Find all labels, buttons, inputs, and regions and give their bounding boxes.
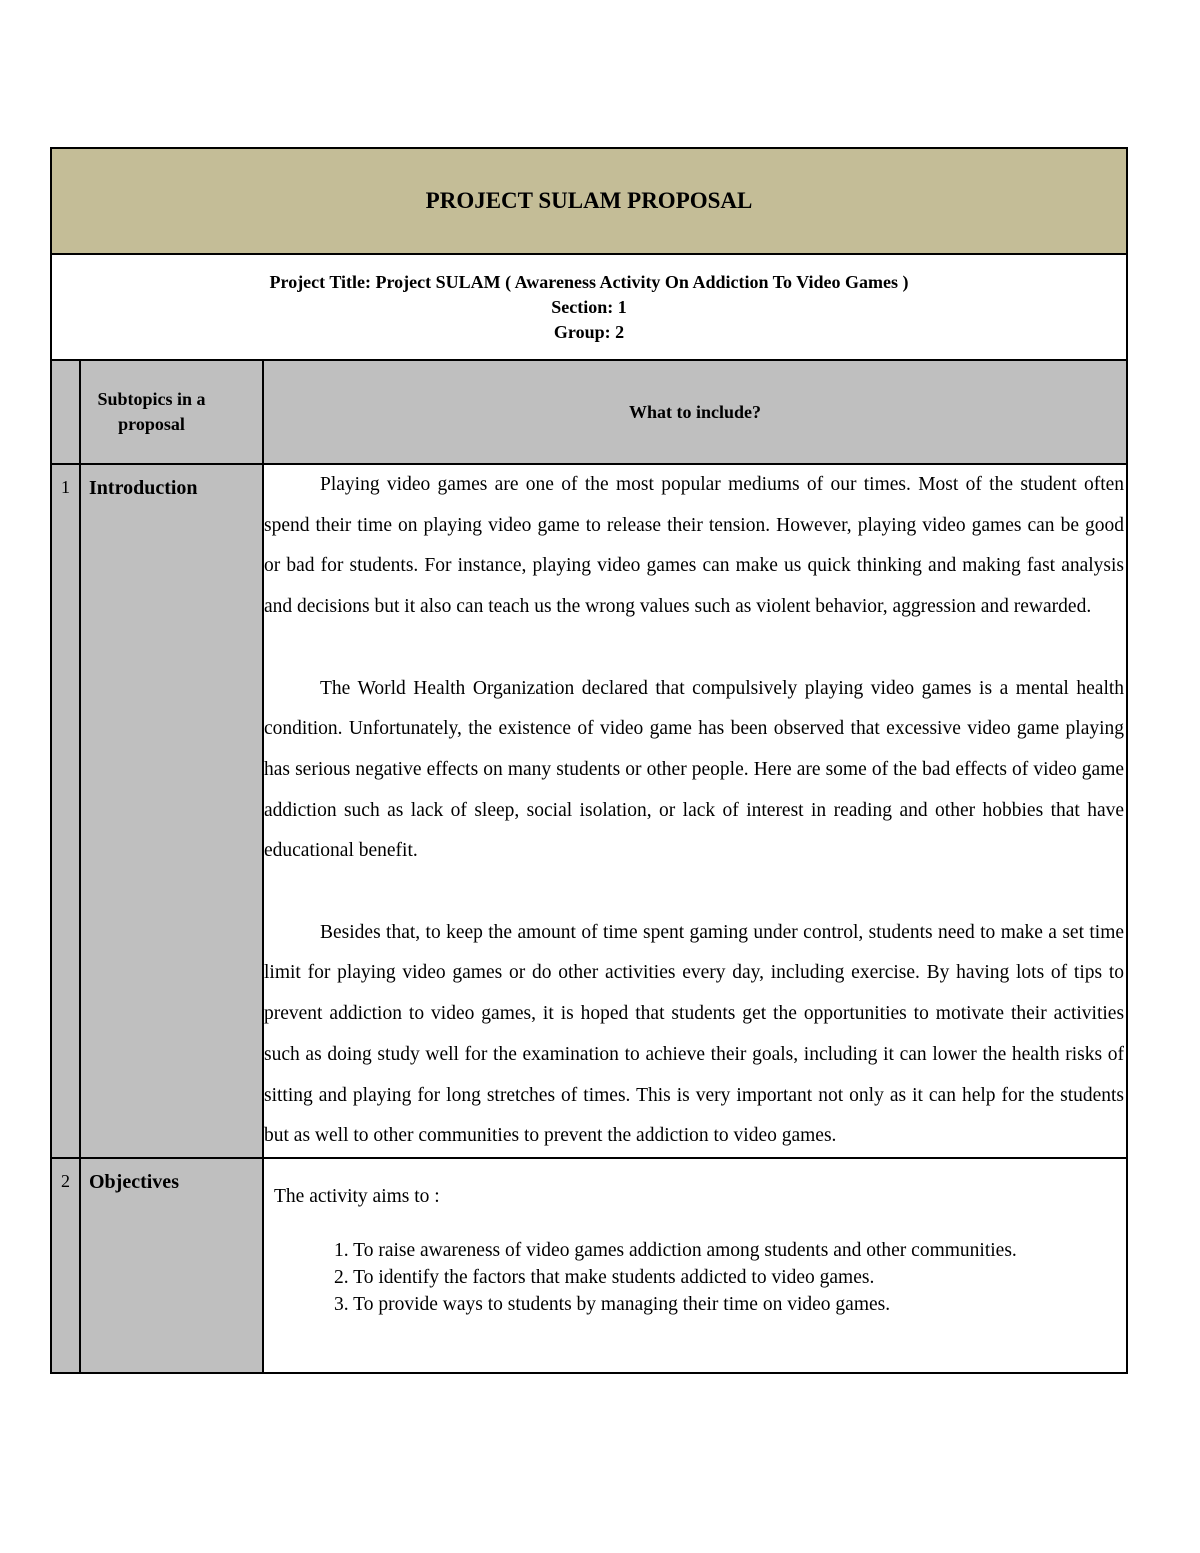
row-number: 2 bbox=[51, 1158, 80, 1373]
row-number: 1 bbox=[51, 464, 80, 1158]
list-item: 1. To raise awareness of video games addiction among students and other communities. bbox=[334, 1239, 1017, 1261]
what-to-include-header: What to include? bbox=[263, 360, 1127, 464]
project-info bbox=[51, 254, 1127, 360]
subtopics-header: Subtopics in a proposal bbox=[80, 360, 263, 464]
paragraph: The World Health Organization declared that compulsively playing video games is a mental health condition. Unfortunately, the existence of video game has been observed that excessive video game playing has serious negative effects on many students or other people. Here are some of the bad effects of video game addiction such as lack of sleep, social isolation, or lack of interest in reading and other hobbies that have educational benefit. bbox=[264, 677, 1125, 862]
proposal-table bbox=[50, 147, 1128, 1374]
paragraph: Playing video games are one of the most popular mediums of our times. Most of the student often spend their time on playing video game to release their tension. However, playing video games can be good or bad for students. For instance, playing video games can make us quick thinking and making fast analysis and decisions but it also can teach us the wrong values such as violent behavior, aggression and rewarded. bbox=[264, 474, 1125, 618]
number-header bbox=[51, 360, 80, 464]
info-row bbox=[51, 254, 1127, 360]
introduction-content bbox=[263, 464, 1127, 1158]
objectives-list bbox=[334, 1237, 1124, 1318]
paragraph: Besides that, to keep the amount of time spent gaming under control, students need to make a set time limit for playing video games or do other activities every day, including exercise. By having lots of tips to prevent addiction to video games, it is hoped that students get the opportunities to motivate their activities such as doing study well for the examination to achieve their goals, including it can lower the health risks of sitting and playing for long stretches of times. This is very important not only as it can help for the students but as well to other communities to prevent the addiction to video games. bbox=[264, 921, 1125, 1147]
objectives-intro: The activity aims to : bbox=[274, 1185, 440, 1207]
table-row bbox=[51, 1158, 1127, 1373]
objectives-content bbox=[263, 1158, 1127, 1373]
column-header-row bbox=[51, 360, 1127, 464]
project-title: Project Title: Project SULAM ( Awareness Activity On Addiction To Video Games ) bbox=[269, 271, 909, 292]
section-label: Section: 1 bbox=[551, 296, 627, 317]
list-item: 2. To identify the factors that make students addicted to video games. bbox=[334, 1266, 875, 1288]
group-label: Group: 2 bbox=[553, 321, 625, 342]
document-title: PROJECT SULAM PROPOSAL bbox=[51, 148, 1127, 254]
table-row bbox=[51, 464, 1127, 1158]
list-item: 3. To provide ways to students by managing their time on video games. bbox=[334, 1293, 891, 1315]
title-row bbox=[51, 148, 1127, 254]
subtopic-label: Introduction bbox=[80, 464, 263, 1158]
subtopic-label: Objectives bbox=[80, 1158, 263, 1373]
